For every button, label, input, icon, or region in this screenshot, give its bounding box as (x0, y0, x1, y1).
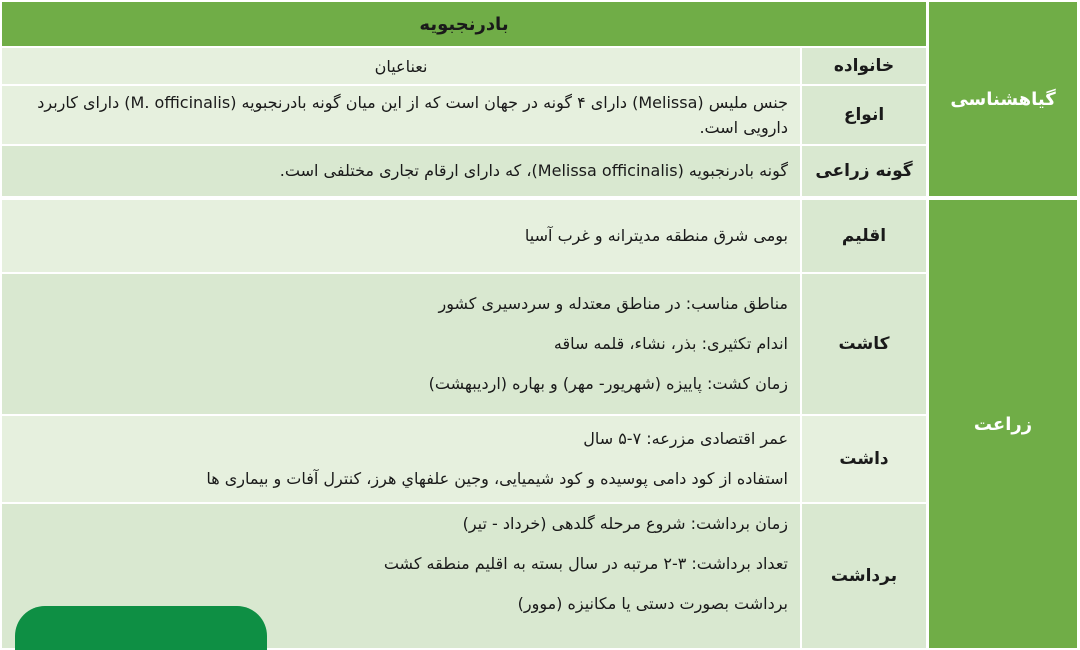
climate-text: بومی شرق منطقه مدیترانه و غرب آسیا (524, 226, 788, 245)
category-farming: زراعت (929, 200, 1077, 648)
row-value-cultivar (2, 146, 800, 196)
decorative-green-tab (15, 606, 267, 650)
planting-line-1: مناطق مناسب: در مناطق معتدله و سردسیری کشور (438, 294, 788, 313)
page-title: بادرنجبویه (2, 2, 926, 46)
row-value-family: نعناعیان (2, 48, 800, 84)
row-label-cultivar: گونه زراعی (802, 146, 926, 196)
harvest-line-2: تعداد برداشت: ۳-۲ مرتبه در سال بسته به اقلیم منطقه کشت (383, 554, 788, 573)
category-botany: گیاهشناسی (929, 2, 1077, 196)
row-value-planting (2, 274, 800, 414)
row-label-climate: اقلیم (802, 200, 926, 272)
row-label-maintenance: داشت (802, 416, 926, 502)
row-label-harvest: برداشت (802, 504, 926, 648)
row-value-maintenance (2, 416, 800, 502)
row-value-species (2, 86, 800, 144)
planting-line-2: اندام تکثیری: بذر، نشاء، قلمه ساقه (553, 334, 788, 353)
species-text: جنس ملیس (Melissa) دارای ۴ گونه در جهان است که از این میان گونه بادرنجبویه (M. officinalis) دارای کاربرد دارویی است. (37, 93, 788, 137)
cultivar-text: گونه بادرنجبویه (Melissa officinalis)، که دارای ارقام تجاری مختلفی است. (279, 161, 788, 180)
maintenance-line-1: عمر اقتصادی مزرعه: ۷-۵ سال (583, 429, 788, 448)
row-value-climate (2, 200, 800, 272)
harvest-line-1: زمان برداشت: شروع مرحله گلدهی (خرداد - تیر) (462, 514, 788, 533)
row-label-family: خانواده (802, 48, 926, 84)
row-label-planting: کاشت (802, 274, 926, 414)
row-label-species: انواع (802, 86, 926, 144)
planting-line-3: زمان کشت: پاییزه (شهریور- مهر) و بهاره (اردیبهشت) (428, 374, 788, 393)
harvest-line-3: برداشت بصورت دستی یا مکانیزه (موور) (517, 594, 788, 613)
maintenance-line-2: استفاده از کود دامی پوسیده و کود شیمیایی، وجین علفهاي هرز، کنترل آفات و بیماری ها (206, 469, 788, 488)
